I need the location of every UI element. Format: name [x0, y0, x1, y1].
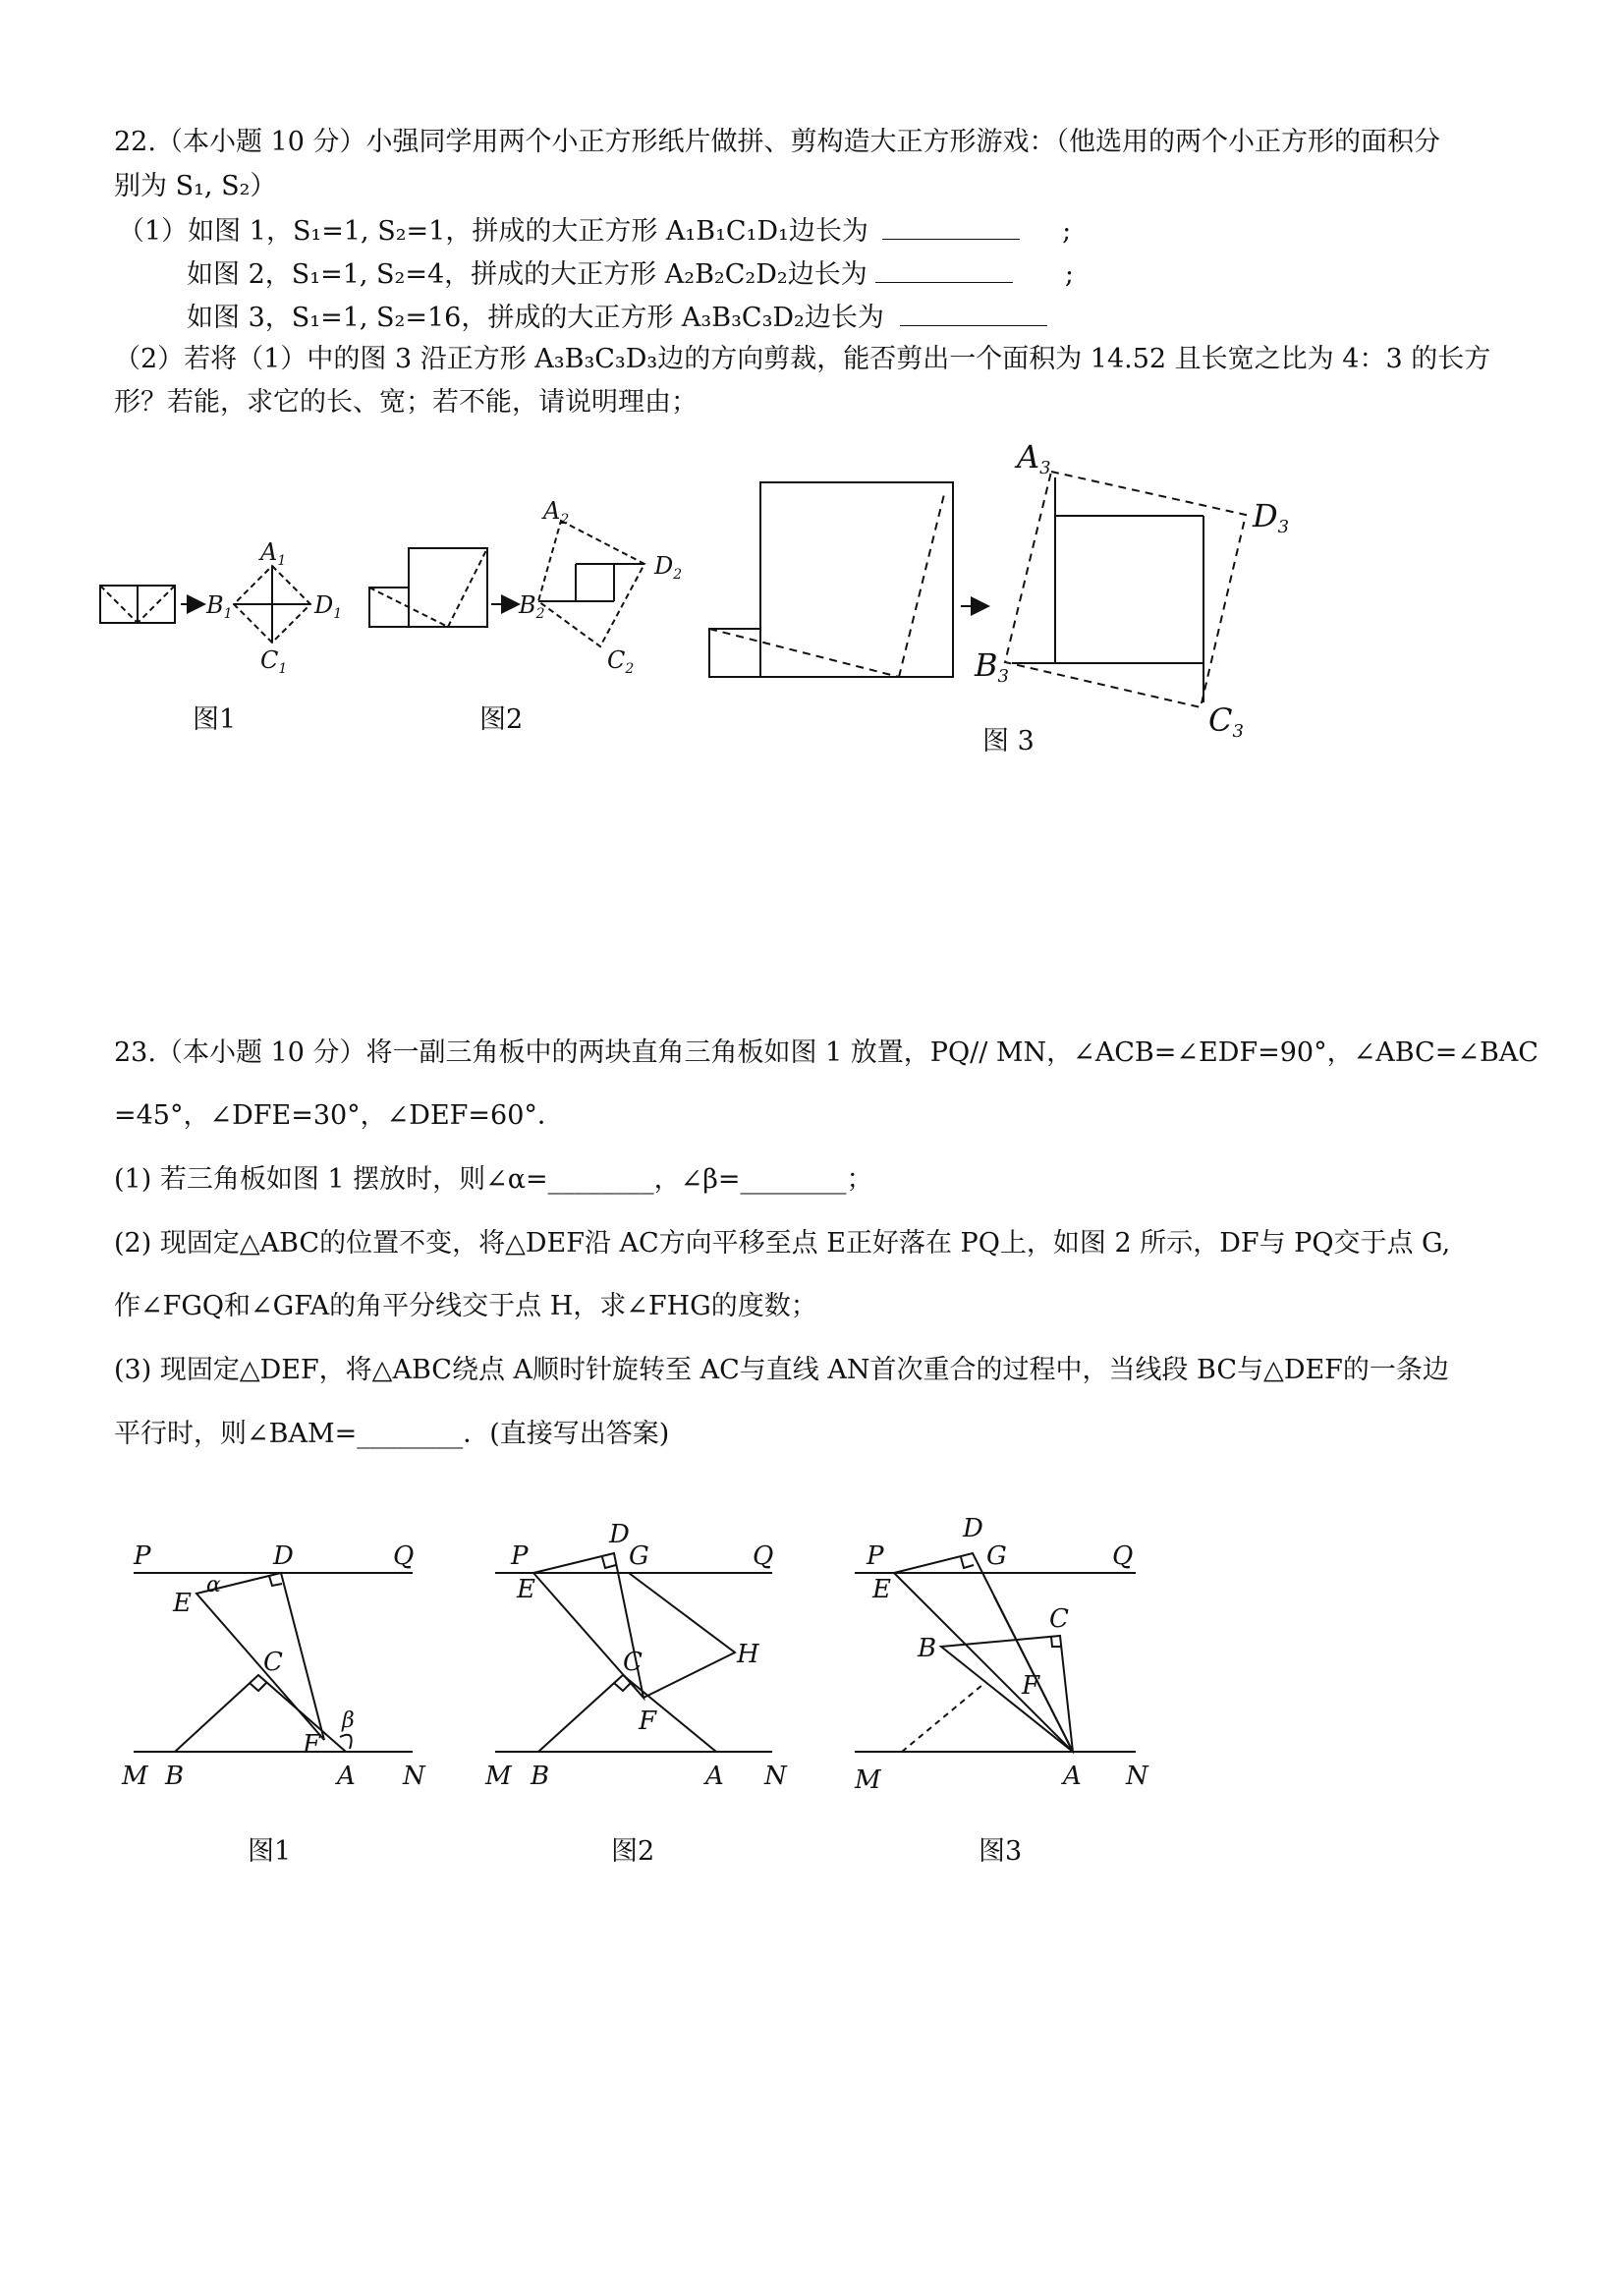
q22-part1-b-text: 如图 2，S₁=1, S₂=4，拼成的大正方形 A₂B₂C₂D₂边长为 — [187, 259, 867, 290]
q23f2-label-F: F — [639, 1707, 657, 1736]
label-C2: $C_2$ — [607, 646, 635, 677]
q23f1-label-M: M — [122, 1762, 148, 1791]
q23f3-label-C: C — [1049, 1604, 1069, 1634]
q23-fig2-caption: 图2 — [611, 1836, 655, 1867]
q23-line2: =45°，∠DFE=30°，∠DEF=60°． — [114, 1100, 564, 1131]
q22-part2-a: （2）若将（1）中的图 3 沿正方形 A₃B₃C₃D₃边的方向剪裁，能否剪出一个面积为 14.52 且长宽之比为 4：3 的长方 — [114, 344, 1491, 374]
label-C1: $C_1$ — [260, 646, 288, 677]
q23f3-label-G: G — [986, 1541, 1007, 1571]
q23-figure-3 — [855, 1553, 1136, 1752]
q23f2-label-B: B — [531, 1762, 550, 1791]
q23f1-label-N: N — [403, 1762, 425, 1791]
label-A3: A3 — [1017, 438, 1051, 478]
q22-figures — [0, 0, 1623, 786]
q23f3-label-P: P — [867, 1541, 884, 1571]
q23f1-label-E: E — [173, 1589, 192, 1618]
q23f3-label-N: N — [1126, 1762, 1148, 1791]
q22-part1-a-text: （1）如图 1，S₁=1, S₂=1，拼成的大正方形 A₁B₁C₁D₁边长为 — [118, 216, 868, 247]
q23f2-label-A: A — [705, 1762, 724, 1791]
q23-part1: (1) 若三角板如图 1 摆放时，则∠α=________，∠β=________； — [114, 1164, 873, 1195]
q23f3-label-D: D — [963, 1514, 983, 1543]
q23-figure-2 — [495, 1553, 772, 1752]
q23f2-label-P: P — [511, 1541, 529, 1571]
q23f1-label-Q: Q — [393, 1541, 415, 1571]
label-D3: D3 — [1253, 497, 1290, 537]
q23f1-label-beta: β — [342, 1708, 355, 1733]
q22-line1: 22.（本小题 10 分）小强同学用两个小正方形纸片做拼、剪构造大正方形游戏：（他选用的两个小正方形的面积分 — [114, 127, 1440, 157]
q23f3-label-E: E — [872, 1575, 891, 1604]
label-D1: $D_1$ — [314, 591, 343, 622]
q23f3-label-Q: Q — [1112, 1541, 1134, 1571]
q23-figure-1 — [134, 1573, 413, 1752]
q23-part3-a: (3) 现固定△DEF，将△ABC绕点 A顺时针旋转至 AC与直线 AN首次重合的过程中，当线段 BC与△DEF的一条边 — [114, 1355, 1449, 1385]
q23f2-label-M: M — [485, 1762, 512, 1791]
q23f2-label-Q: Q — [753, 1541, 774, 1571]
q23-part2-b: 作∠FGQ和∠GFA的角平分线交于点 H，求∠FHG的度数； — [114, 1291, 817, 1321]
label-B1: $B_1$ — [206, 591, 233, 622]
q23-part3-b: 平行时，则∠BAM=________．(直接写出答案) — [114, 1419, 670, 1449]
q23f3-label-F: F — [1022, 1671, 1040, 1701]
q22-line2: 别为 S₁, S₂） — [114, 171, 277, 201]
q22-fig1-caption: 图1 — [193, 704, 237, 735]
q23f1-label-F: F — [303, 1730, 321, 1760]
q23f1-label-P: P — [134, 1541, 151, 1571]
q22-part2-b: 形？若能，求它的长、宽；若不能，请说明理由； — [114, 387, 698, 418]
q23f2-label-E: E — [517, 1575, 535, 1604]
q23f1-label-A: A — [337, 1762, 356, 1791]
label-A2: $A_2$ — [543, 497, 570, 528]
semicolon-1: ; — [1062, 216, 1072, 247]
label-B3: B3 — [975, 646, 1009, 687]
semicolon-2: ; — [1064, 259, 1074, 290]
label-D2: $D_2$ — [654, 552, 683, 583]
q23f3-label-M: M — [855, 1765, 881, 1795]
q23f2-label-H: H — [737, 1640, 759, 1669]
q23-fig3-caption: 图3 — [979, 1836, 1023, 1867]
q22-fig3-caption: 图 3 — [982, 726, 1035, 756]
q23f1-label-C: C — [263, 1648, 283, 1677]
q23f1-label-alpha: α — [206, 1573, 221, 1597]
q23-line1: 23.（本小题 10 分）将一副三角板中的两块直角三角板如图 1 放置，PQ// MN，∠ACB=∠EDF=90°，∠ABC=∠BAC — [114, 1037, 1539, 1068]
q23f1-label-B: B — [165, 1762, 185, 1791]
q22-part1-c-text: 如图 3，S₁=1, S₂=16，拼成的大正方形 A₃B₃C₃D₂边长为 — [187, 303, 884, 333]
q22-fig2-caption: 图2 — [479, 704, 524, 735]
label-B2: $B_2$ — [519, 591, 545, 622]
q23-fig1-caption: 图1 — [248, 1836, 292, 1867]
q23f2-label-C: C — [623, 1648, 643, 1677]
q23f3-label-A: A — [1063, 1762, 1082, 1791]
q23-part2-a: (2) 现固定△ABC的位置不变，将△DEF沿 AC方向平移至点 E正好落在 PQ上，如图 2 所示，DF与 PQ交于点 G, — [114, 1228, 1451, 1259]
q22-figure-1 — [100, 566, 310, 643]
q22-figure-2 — [369, 521, 644, 646]
q23f3-label-B: B — [918, 1634, 937, 1663]
q23f1-label-D: D — [273, 1541, 294, 1571]
q23f2-label-N: N — [764, 1762, 787, 1791]
q23f2-label-G: G — [629, 1541, 649, 1571]
q23f2-label-D: D — [609, 1520, 630, 1549]
label-C3: C3 — [1208, 701, 1244, 742]
label-A1: $A_1$ — [260, 538, 287, 569]
